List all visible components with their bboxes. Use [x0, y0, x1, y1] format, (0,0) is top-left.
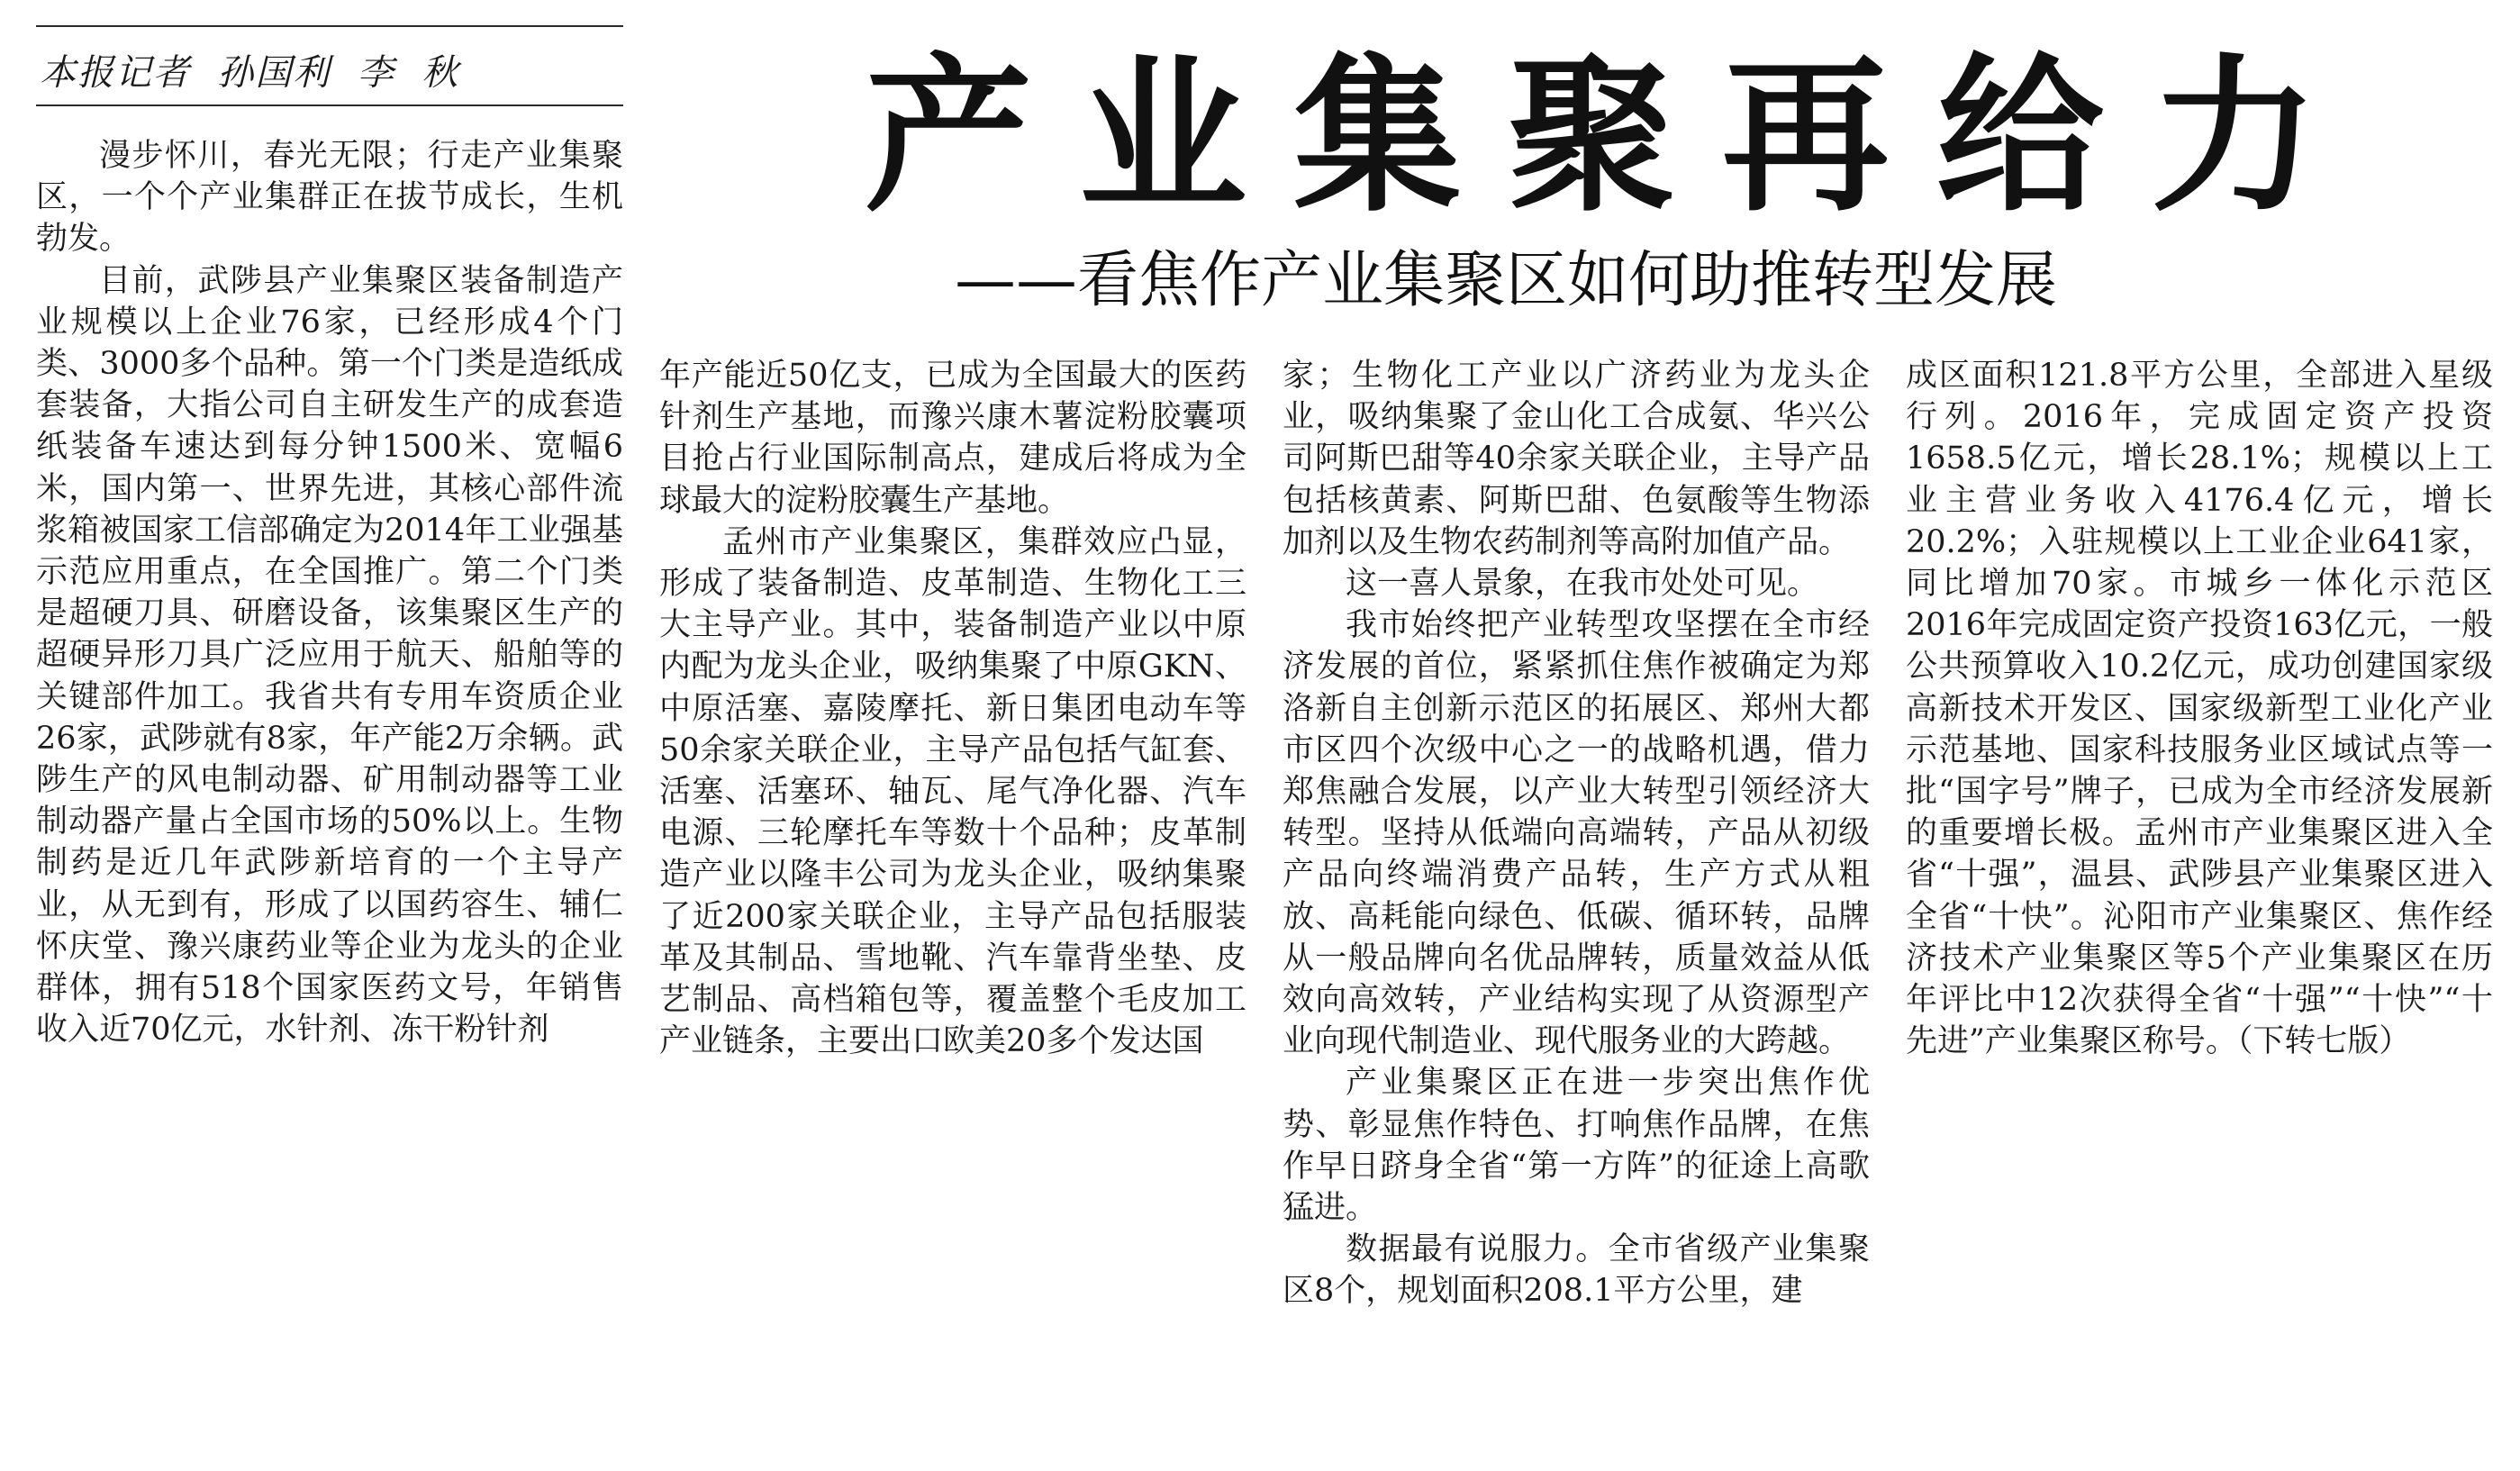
paragraph: 数据最有说服力。全市省级产业集聚区8个，规划面积208.1平方公里，建	[1283, 1231, 1870, 1310]
paragraph: 目前，武陟县产业集聚区装备制造产业规模以上企业76家，已经形成4个门类、3000多个品种。第一个门类是造纸成套装备，大指公司自主研发生产的成套造纸装备车速达到每分钟1500米、宽幅6米，国内第一、世界先进，其核心部件流浆箱被国家工信部确定为2014年工业强基示范应用重点，在全国推广。第二个门类是超硬刀具、研磨设备，该集聚区生产的超硬异形刀具广泛应用于航天、船舶等的关键部件加工。我省共有专用车资质企业26家，武陟就有8家，年产能2万余辆。武陟生产的风电制动器、矿用制动器等工业制动器产量占全国市场的50%以上。生物制药是近几年武陟新培育的一个主导产业，从无到有，形成了以国药容生、辅仁怀庆堂、豫兴康药业等企业为龙头的企业群体，拥有518个国家医药文号，年销售收入近70亿元，水针剂、冻干粉针剂	[36, 262, 623, 1049]
article-column-4	[1906, 355, 2493, 1148]
byline: 本报记者 孙国利 李 秋	[40, 52, 460, 94]
paragraph: 漫步怀川，春光无限；行走产业集聚区，一个个产业集群正在拔节成长，生机勃发。	[36, 138, 623, 258]
subheadline: ——看焦作产业集聚区如何助推转型发展	[955, 245, 2058, 316]
paragraph: 这一喜人景象，在我市处处可见。	[1346, 566, 1819, 603]
paragraph: 孟州市产业集聚区，集群效应凸显，形成了装备制造、皮革制造、生物化工三大主导产业。其中，装备制造产业以中原内配为龙头企业，吸纳集聚了中原GKN、中原活塞、嘉陵摩托、新日集团电动车等50余家关联企业，主导产品包括气缸套、活塞、活塞环、轴瓦、尾气净化器、汽车电源、三轮摩托车等数十个品种；皮革制造产业以隆丰公司为龙头企业，吸纳集聚了近200家关联企业，主导产品包括服装革及其制品、雪地靴、汽车靠背坐垫、皮艺制品、高档箱包等，覆盖整个毛皮加工产业链条，主要出口欧美20多个发达国	[659, 523, 1246, 1060]
paragraph: 产业集聚区正在进一步突出焦作优势、彰显焦作特色、打响焦作品牌，在焦作早日跻身全省“第一方阵”的征途上高歌猛进。	[1283, 1065, 1870, 1227]
article-column-1	[36, 135, 623, 1144]
paragraph-continued: 年产能近50亿支，已成为全国最大的医药针剂生产基地，而豫兴康木薯淀粉胶囊项目抢占行业国际制高点，建成后将成为全球最大的淀粉胶囊生产基地。	[659, 358, 1246, 519]
paragraph: 我市始终把产业转型攻坚摆在全市经济发展的首位，紧紧抓住焦作被确定为郑洛新自主创新示范区的拓展区、郑州大都市区四个次级中心之一的战略机遇，借力郑焦融合发展，以产业大转型引领经济大转型。坚持从低端向高端转，产品从初级产品向终端消费产品转，生产方式从粗放、高耗能向绿色、低碳、循环转，品牌从一般品牌向名优品牌转，质量效益从低效向高效转，产业结构实现了从资源型产业向现代制造业、现代服务业的大跨越。	[1283, 607, 1870, 1060]
headline: 产业集聚再给力	[865, 39, 2366, 234]
byline-top-rule	[36, 25, 623, 27]
article-column-2	[659, 355, 1246, 1148]
paragraph-continued: 家；生物化工产业以广济药业为龙头企业，吸纳集聚了金山化工合成氨、华兴公司阿斯巴甜等40余家关联企业，主导产品包括核黄素、阿斯巴甜、色氨酸等生物添加剂以及生物农药制剂等高附加值产品。	[1283, 358, 1870, 560]
paragraph-continued: 成区面积121.8平方公里，全部进入星级行列。2016年，完成固定资产投资1658.5亿元，增长28.1%；规模以上工业主营业务收入4176.4亿元，增长20.2%；入驻规模以上工业企业641家，同比增加70家。市城乡一体化示范区2016年完成固定资产投资163亿元，一般公共预算收入10.2亿元，成功创建国家级高新技术开发区、国家级新型工业化产业示范基地、国家科技服务业区域试点等一批“国字号”牌子，已成为全市经济发展新的重要增长极。孟州市产业集聚区进入全省“十强”，温县、武陟县产业集聚区进入全省“十快”。沁阳市产业集聚区、焦作经济技术产业集聚区等5个产业集聚区在历年评比中12次获得全省“十强”“十快”“十先进”产业集聚区称号。（下转七版）	[1906, 358, 2493, 1060]
article-column-3	[1283, 355, 1870, 1454]
byline-bottom-rule	[36, 104, 623, 106]
